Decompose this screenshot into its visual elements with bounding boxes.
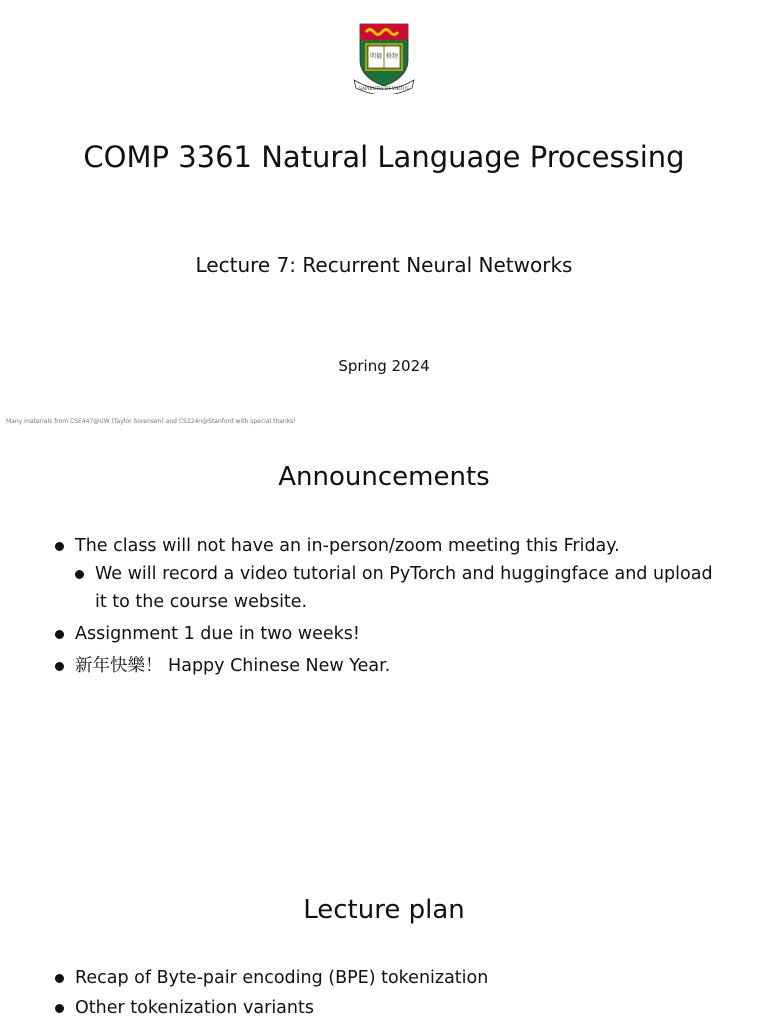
- bullet-icon: [55, 662, 64, 671]
- bullet-icon: [75, 570, 84, 579]
- list-item: [55, 652, 715, 680]
- list-item-text: The class will not have an in-person/zoom meeting this Friday.: [75, 536, 620, 556]
- svg-text:SAPIENTIA ET VIRTUS: SAPIENTIA ET VIRTUS: [358, 86, 410, 91]
- bullet-icon: [55, 542, 64, 551]
- bullet-icon: [55, 630, 64, 639]
- lecture-plan-heading: Lecture plan: [303, 895, 465, 925]
- list-item: [55, 532, 715, 560]
- list-item-text: Assignment 1 due in two weeks!: [75, 624, 360, 644]
- course-title: COMP 3361 Natural Language Processing: [83, 140, 685, 174]
- lecture-plan-slide: [0, 880, 768, 1024]
- svg-text:格物: 格物: [385, 53, 399, 60]
- svg-text:明德: 明德: [369, 53, 383, 60]
- announcements-slide: [0, 440, 768, 880]
- lecture-plan-list: [55, 963, 715, 1023]
- list-item: [55, 620, 715, 648]
- bullet-icon: [55, 1004, 64, 1013]
- credits-note: Many materials from CSE447@UW (Taylor Sorensen) and CS224n@Stanford with special thanks!: [6, 418, 296, 425]
- list-item-text: We will record a video tutorial on PyTorch and huggingface and upload it to the course website.: [95, 564, 713, 612]
- list-item: [55, 963, 715, 993]
- university-crest-logo: [352, 20, 416, 94]
- list-item-text: Other tokenization variants: [75, 998, 314, 1018]
- term-label: Spring 2024: [338, 357, 430, 375]
- announcements-list: [55, 532, 715, 680]
- list-item: [55, 993, 715, 1023]
- list-item: [75, 560, 715, 616]
- list-item-text: Recap of Byte-pair encoding (BPE) tokenization: [75, 968, 489, 988]
- announcements-heading: Announcements: [278, 462, 490, 492]
- lecture-title: Lecture 7: Recurrent Neural Networks: [195, 253, 573, 277]
- title-slide: [0, 0, 768, 440]
- bullet-icon: [55, 974, 64, 983]
- list-item-text: 新年快樂！ Happy Chinese New Year.: [75, 656, 391, 676]
